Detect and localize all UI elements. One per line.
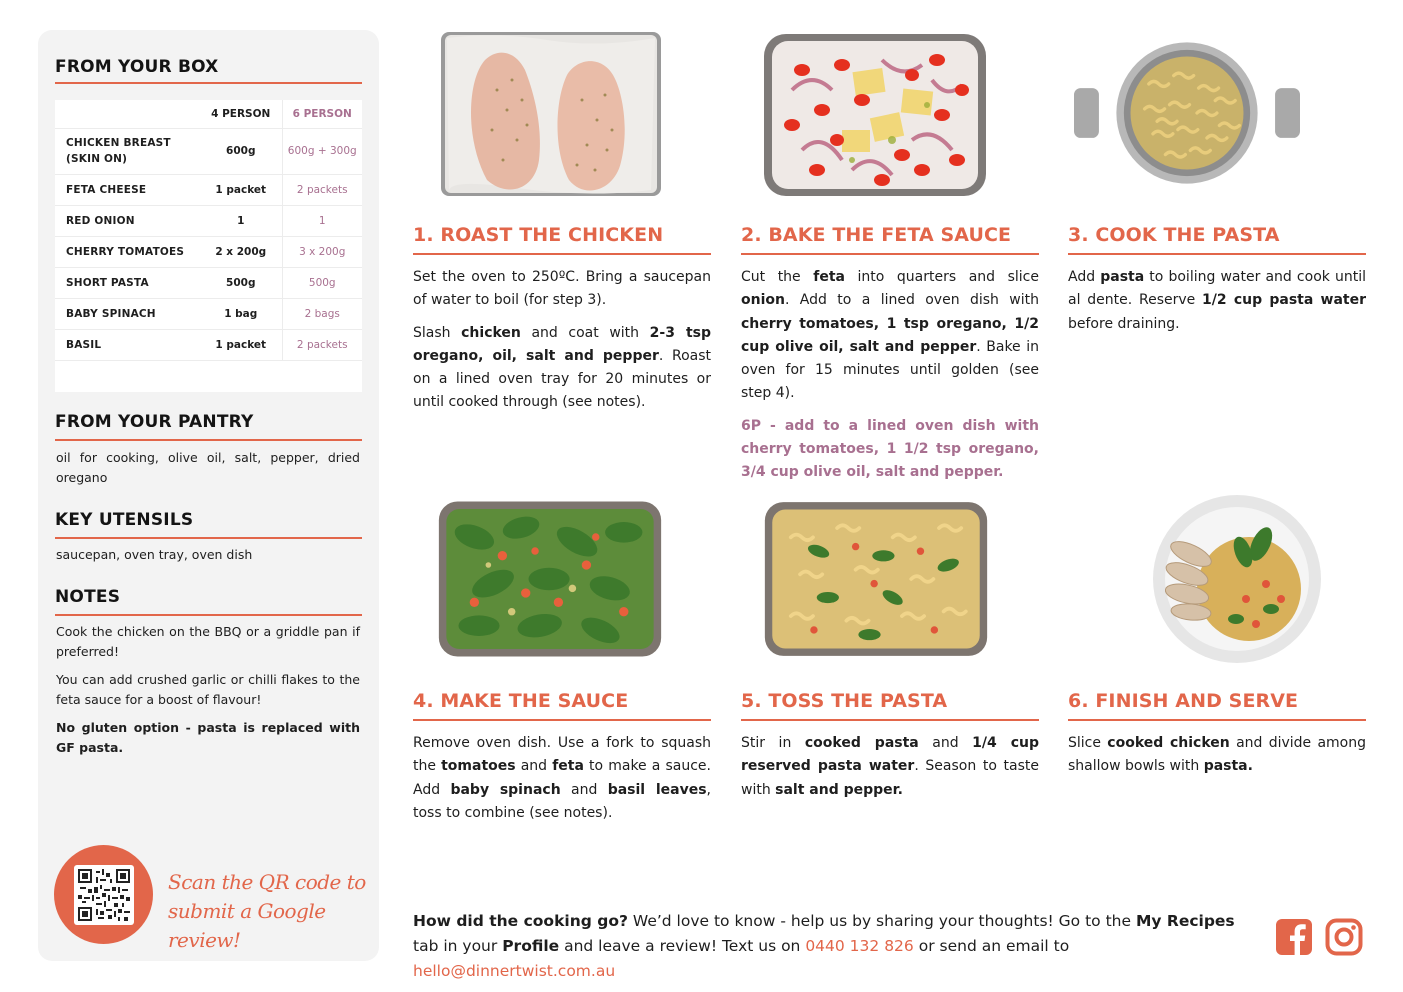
qr-caption-line: submit a Google review! bbox=[168, 899, 326, 952]
ingredient-name: BASIL bbox=[55, 329, 200, 360]
utensils-text: saucepan, oven tray, oven dish bbox=[56, 547, 253, 562]
step-6-rule bbox=[1068, 719, 1366, 721]
step-3-rule bbox=[1068, 253, 1366, 255]
step-3-body bbox=[1068, 266, 1366, 345]
pantry-text: oil for cooking, olive oil, salt, pepper, dried oregano bbox=[56, 450, 360, 485]
step-1-body bbox=[413, 266, 711, 424]
step-5-title: 5. TOSS THE PASTA bbox=[741, 690, 948, 712]
note-item: Cook the chicken on the BBQ or a griddle pan if preferred! bbox=[56, 624, 360, 659]
ingredient-name: SHORT PASTA bbox=[55, 267, 200, 298]
spinach-sauce-tray-photo bbox=[437, 494, 663, 664]
ingredient-name: RED ONION bbox=[55, 205, 200, 236]
step-2-title: 2. BAKE THE FETA SAUCE bbox=[741, 224, 1012, 246]
ingredient-name: CHERRY TOMATOES bbox=[55, 236, 200, 267]
header-6-person: 6 PERSON bbox=[282, 100, 362, 128]
step-4-body bbox=[413, 732, 711, 834]
step-paragraph: Slice cooked chicken and divide among shallow bowls with pasta. bbox=[1068, 735, 1366, 775]
notes-rule bbox=[55, 614, 362, 616]
step-1-rule bbox=[413, 253, 711, 255]
utensils-rule bbox=[55, 537, 362, 539]
step-5-body bbox=[741, 732, 1039, 811]
table-row bbox=[55, 267, 362, 298]
step-4-title: 4. MAKE THE SAUCE bbox=[413, 690, 629, 712]
step-paragraph: Set the oven to 250ºC. Bring a saucepan of water to boil (for step 3). bbox=[413, 269, 711, 309]
instagram-icon[interactable] bbox=[1325, 918, 1363, 956]
note-item: No gluten option - pasta is replaced with GF pasta. bbox=[56, 720, 360, 755]
step-1-title: 1. ROAST THE CHICKEN bbox=[413, 224, 664, 246]
qty-6-person: 1 bbox=[282, 205, 362, 236]
table-row bbox=[55, 205, 362, 236]
qty-4-person: 1 bbox=[200, 205, 282, 236]
ingredients-table bbox=[55, 100, 362, 392]
profile-link[interactable]: Profile bbox=[502, 937, 560, 955]
step-6-title: 6. FINISH AND SERVE bbox=[1068, 690, 1299, 712]
ingredient-name: FETA CHEESE bbox=[55, 174, 200, 205]
qty-6-person: 500g bbox=[282, 267, 362, 298]
qr-code-icon[interactable] bbox=[74, 865, 134, 925]
table-row bbox=[55, 329, 362, 360]
step-paragraph: Stir in cooked pasta and 1/4 cup reserved pasta water. Season to taste with salt and pepper. bbox=[741, 735, 1039, 798]
notes-list bbox=[56, 622, 360, 766]
box-title: FROM YOUR BOX bbox=[55, 57, 219, 77]
table-row bbox=[55, 236, 362, 267]
table-row bbox=[55, 174, 362, 205]
step-6-body bbox=[1068, 732, 1366, 788]
qty-6-person: 2 bags bbox=[282, 298, 362, 329]
qty-4-person: 1 packet bbox=[200, 329, 282, 360]
email-link[interactable]: hello@dinnertwist.com.au bbox=[413, 962, 616, 980]
step-4-rule bbox=[413, 719, 711, 721]
phone-link[interactable]: 0440 132 826 bbox=[805, 937, 914, 955]
note-item: You can add crushed garlic or chilli flakes to the feta sauce for a boost of flavour! bbox=[56, 672, 360, 707]
my-recipes-link[interactable]: My Recipes bbox=[1135, 912, 1235, 930]
qty-6-person: 2 packets bbox=[282, 174, 362, 205]
ingredient-name: BABY SPINACH bbox=[55, 298, 200, 329]
qr-badge[interactable] bbox=[54, 845, 153, 944]
pantry-rule bbox=[55, 439, 362, 441]
step-paragraph: Remove oven dish. Use a fork to squash the tomatoes and feta to make a sauce. Add baby spinach and basil leaves, toss to combine (see notes). bbox=[413, 735, 711, 821]
notes-title: NOTES bbox=[55, 587, 121, 607]
six-person-note: 6P - add to a lined oven dish with cherry tomatoes, 1 1/2 tsp oregano, 3/4 cup olive oil, salt and pepper. bbox=[741, 417, 1039, 481]
finished-dish-photo bbox=[1124, 494, 1350, 664]
step-paragraph: Cut the feta into quarters and slice onion. Add to a lined oven dish with cherry tomatoes, 1 tsp oregano, 1/2 cup olive oil, salt and pepper. Bake in oven for 15 minutes until golden (see step 4). bbox=[741, 269, 1039, 402]
qr-caption bbox=[168, 868, 368, 955]
qty-4-person: 2 x 200g bbox=[200, 236, 282, 267]
qty-4-person: 600g bbox=[200, 128, 282, 174]
qty-6-person: 2 packets bbox=[282, 329, 362, 360]
table-row bbox=[55, 298, 362, 329]
ingredient-name: CHICKEN BREAST (SKIN ON) bbox=[55, 128, 200, 174]
step-3-title: 3. COOK THE PASTA bbox=[1068, 224, 1280, 246]
step-5-rule bbox=[741, 719, 1039, 721]
facebook-icon[interactable] bbox=[1275, 918, 1313, 956]
feta-tray-photo bbox=[762, 30, 988, 200]
pantry-title: FROM YOUR PANTRY bbox=[55, 412, 254, 432]
qr-caption-line: Scan the QR code to bbox=[168, 870, 366, 894]
utensils-title: KEY UTENSILS bbox=[55, 510, 194, 530]
step-2-body bbox=[741, 266, 1039, 494]
pasta-tray-photo bbox=[763, 494, 989, 664]
review-footer: How did the cooking go? We’d love to know - help us by sharing your thoughts! Go to the My Recipes tab in your Profile and leave a review! Text us on 0440 132 826 or send an email to hello@dinnertwist.com.au bbox=[413, 912, 1235, 980]
table-row bbox=[55, 128, 362, 174]
qty-6-person: 3 x 200g bbox=[282, 236, 362, 267]
step-paragraph: Add pasta to boiling water and cook until al dente. Reserve 1/2 cup pasta water before draining. bbox=[1068, 269, 1366, 332]
pasta-pot-photo bbox=[1074, 28, 1300, 198]
qty-6-person: 600g + 300g bbox=[282, 128, 362, 174]
step-2-rule bbox=[741, 253, 1039, 255]
qty-4-person: 1 packet bbox=[200, 174, 282, 205]
chicken-tray-photo bbox=[437, 30, 663, 200]
header-4-person: 4 PERSON bbox=[200, 100, 282, 128]
box-title-rule bbox=[55, 82, 362, 84]
ingredients-sidebar bbox=[38, 30, 379, 961]
qty-4-person: 1 bag bbox=[200, 298, 282, 329]
step-paragraph: Slash chicken and coat with 2-3 tsp oregano, oil, salt and pepper. Roast on a lined oven tray for 20 minutes or until cooked through (see notes). bbox=[413, 324, 711, 411]
qty-4-person: 500g bbox=[200, 267, 282, 298]
table-header-row bbox=[55, 100, 362, 128]
